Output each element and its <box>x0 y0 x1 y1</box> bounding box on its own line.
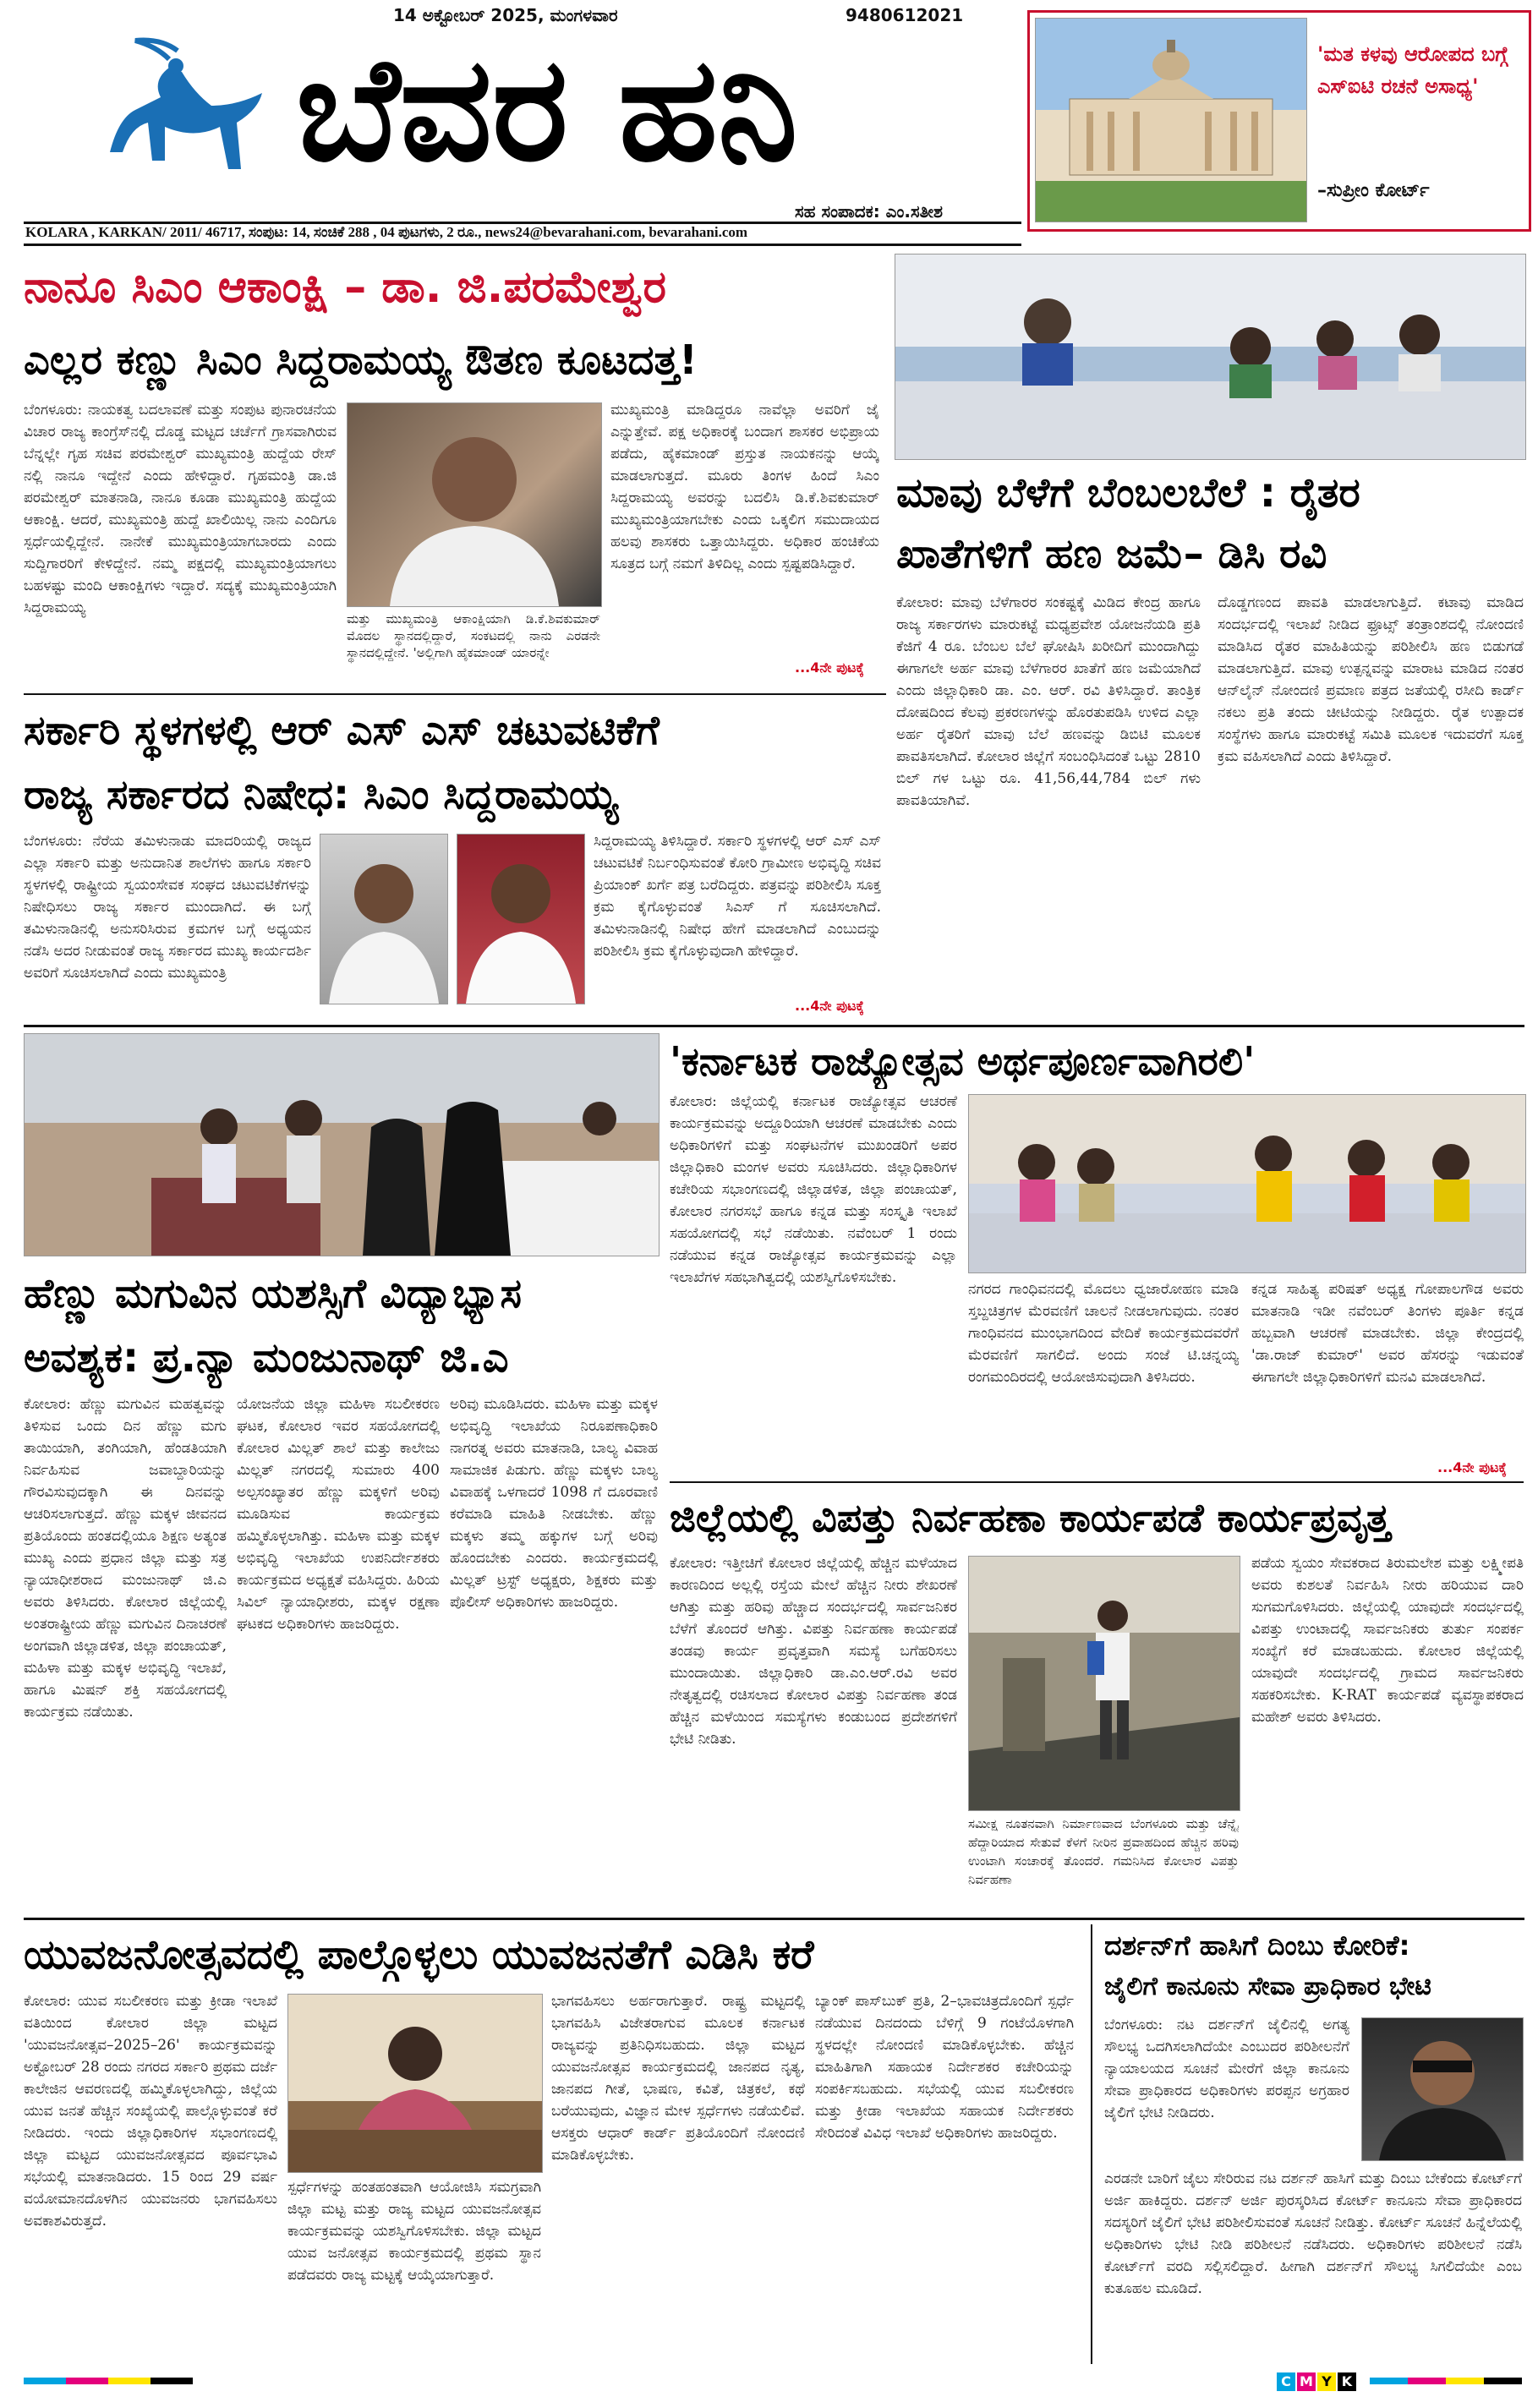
story7-col2: ಭಾಗವಹಿಸಲು ಅರ್ಹರಾಗುತ್ತಾರೆ. ರಾಷ್ಟ್ರ ಮಟ್ಟದಲ್ಲಿ ಭಾಗವಹಿಸಿ ವಿಜೇತರಾಗುವ ಮೂಲಕ ಕರ್ನಾಟಕ ರಾಜ್ಯವನ್ನು ಪ್ರತಿನಿಧಿಸಬಹುದು. ಜಿಲ್ಲಾ ಮಟ್ಟದ ಯುವಜನೋತ್ಸವ ಕಾರ್ಯಕ್ರಮದಲ್ಲಿ ಜಾನಪದ ನೃತ್ಯ, ಜಾನಪದ ಗೀತೆ, ಭಾಷಣ, ಕವಿತೆ, ಚಿತ್ರಕಲೆ, ಕಥೆ ಬರೆಯುವುದು, ವಿಜ್ಞಾನ ಮೇಳ ಸ್ಪರ್ಧೆಗಳು ನಡೆಯಲಿವೆ. ಆಸಕ್ತರು ಆಧಾರ್ ಕಾರ್ಡ್ ಪ್ರತಿಯೊಂದಿಗೆ ನೋಂದಣಿ ಮಾಡಿಕೊಳ್ಳಬೇಕು. <box>551 1993 805 2164</box>
story6-col-left: ಕೋಲಾರ: ಇತ್ತೀಚಿಗೆ ಕೋಲಾರ ಜಿಲ್ಲೆಯಲ್ಲಿ ಹೆಚ್ಚಿನ ಮಳೆಯಾದ ಕಾರಣದಿಂದ ಅಲ್ಲಲ್ಲಿ ರಸ್ತೆಯ ಮೇಲೆ ಹೆಚ್ಚಿನ ನೀರು ಶೇಖರಣೆ ಆಗಿತ್ತು ಮತ್ತು ಹರಿವು ಹೆಚ್ಚಾದ ಸಂದರ್ಭದಲ್ಲಿ ಸಾರ್ವಜನಿಕರ ಬೆಳೆಗೆ ತೊಂದರೆ ಆಗಿತ್ತು. ವಿಪತ್ತು ನಿರ್ವಹಣಾ ಕಾರ್ಯಪಡೆ ತಂಡವು ಕಾರ್ಯ ಪ್ರವೃತ್ತವಾಗಿ ಸಮಸ್ಯೆ ಬಗೆಹರಿಸಲು ಮುಂದಾಯಿತು. ಜಿಲ್ಲಾಧಿಕಾರಿ ಡಾ.ಎಂ.ಆರ್.ರವಿ ಅವರ ನೇತೃತ್ವದಲ್ಲಿ ರಚಿಸಲಾದ ಕೋಲಾರ ವಿಪತ್ತು ನಿರ್ವಹಣಾ ತಂಡ ಹೆಚ್ಚಿನ ಮಳೆಯಿಂದ ಸಮಸ್ಯೆಗಳು ಕಂಡುಬಂದ ಪ್ರದೇಶಗಳಿಗೆ ಭೇಟಿ ನೀಡಿತು. <box>670 1555 957 1748</box>
issue-info-line: KOLARA , KARKAN/ 2011/ 46717, ಸಂಪುಟ: 14, ಸಂಚಿಕೆ 288 , 04 ಪುಟಗಳು, 2 ರೂ., news24@bevarahani.com, bevarahani.com <box>25 224 748 240</box>
story5-col2: ಯೋಜನೆಯ ಜಿಲ್ಲಾ ಮಹಿಳಾ ಸಬಲೀಕರಣ ಘಟಕ, ಕೋಲಾರ ಇವರ ಸಹಯೋಗದಲ್ಲಿ ಕೋಲಾರ ಮಿಲ್ಲತ್ ಶಾಲೆ ಮತ್ತು ಕಾಲೇಜು ಮಿಲ್ಲತ್ ನಗರದಲ್ಲಿ ಸುಮಾರು 400 ಅಲ್ಪಸಂಖ್ಯಾತರ ಹೆಣ್ಣು ಮಕ್ಕಳಿಗೆ ಅರಿವು ಮೂಡಿಸುವ ಕಾರ್ಯಕ್ರಮ ಹಮ್ಮಿಕೊಳ್ಳಲಾಗಿತ್ತು. ಮಹಿಳಾ ಮತ್ತು ಮಕ್ಕಳ ಅಭಿವೃದ್ಧಿ ಇಲಾಖೆಯ ಉಪನಿರ್ದೇಶಕರು ಕಾರ್ಯಕ್ರಮದ ಅಧ್ಯಕ್ಷತೆ ವಹಿಸಿದ್ದರು. ಹಿರಿಯ ಸಿವಿಲ್ ನ್ಯಾಯಾಧೀಶರು, ಮಕ್ಕಳ ರಕ್ಷಣಾ ಘಟಕದ ಅಧಿಕಾರಿಗಳು ಹಾಜರಿದ್ದರು. <box>237 1396 440 1633</box>
story7-headline: ಯುವಜನೋತ್ಸವದಲ್ಲಿ ಪಾಲ್ಗೊಳ್ಳಲು ಯುವಜನತೆಗೆ ಎಡಿಸಿ ಕರೆ <box>24 1931 814 1978</box>
story4-col-right: ಕನ್ನಡ ಸಾಹಿತ್ಯ ಪರಿಷತ್ ಅಧ್ಯಕ್ಷ ಗೋಪಾಲಗೌಡ ಅವರು ಮಾತನಾಡಿ ಇಡೀ ನವೆಂಬರ್ ತಿಂಗಳು ಪೂರ್ತಿ ಕನ್ನಡ ಹಬ್ಬವಾಗಿ ಆಚರಣೆ ಮಾಡಬೇಕು. ಜಿಲ್ಲಾ ಕೇಂದ್ರದಲ್ಲಿ 'ಡಾ.ರಾಜ್ ಕುಮಾರ್' ಅವರ ಹೆಸರನ್ನು ಇಡುವಂತೆ ಈಗಾಗಲೇ ಜಿಲ್ಲಾಧಿಕಾರಿಗಳಿಗೆ ಮನವಿ ಮಾಡಲಾಗಿದೆ. <box>1251 1281 1524 1386</box>
story6-headline: ಜಿಲ್ಲೆಯಲ್ಲಿ ವಿಪತ್ತು ನಿರ್ವಹಣಾ ಕಾರ್ಯಪಡೆ ಕಾರ್ಯಪ್ರವೃತ್ತ <box>670 1495 1391 1541</box>
story8-col2: ಎರಡನೇ ಬಾರಿಗೆ ಜೈಲು ಸೇರಿರುವ ನಟ ದರ್ಶನ್ ಹಾಸಿಗೆ ಮತ್ತು ದಿಂಬು ಬೇಕೆಂದು ಕೋರ್ಟ್‌ಗೆ ಅರ್ಜಿ ಹಾಕಿದ್ದರು. ದರ್ಶನ್ ಅರ್ಜಿ ಪುರಸ್ಕರಿಸಿದ ಕೋರ್ಟ್ ಕಾನೂನು ಸೇವಾ ಪ್ರಾಧಿಕಾರದ ಸದಸ್ಯರಿಗೆ ಜೈಲಿಗೆ ಭೇಟಿ ಪರಿಶೀಲಿಸುವಂತೆ ಸೂಚನೆ ನೀಡಿತ್ತು. ಕೋರ್ಟ್ ಸೂಚನೆ ಹಿನ್ನೆಲೆಯಲ್ಲಿ ಅಧಿಕಾರಿಗಳು ಭೇಟಿ ನೀಡಿ ಪರಿಶೀಲನೆ ನಡೆಸಿದರು. ಅಧಿಕಾರಿಗಳು ಪರಿಶೀಲನೆ ನಡೆಸಿ ಕೋರ್ಟ್‌ಗೆ ವರದಿ ಸಲ್ಲಿಸಲಿದ್ದಾರೆ. ಹೀಗಾಗಿ ದರ್ಶನ್‌ಗೆ ಸೌಲಭ್ಯ ಸಿಗಲಿದೆಯೇ ಎಂಬ ಕುತೂಹಲ ಮೂಡಿದೆ. <box>1104 2170 1522 2297</box>
story3-headline-2: ಖಾತೆಗಳಿಗೆ ಹಣ ಜಮೆ– ಡಿಸಿ ರವಿ <box>896 530 1327 577</box>
story1-caption: ಮತ್ತು ಮುಖ್ಯಮಂತ್ರಿ ಆಕಾಂಕ್ಷಿಯಾಗಿ ಡಿ.ಕೆ.ಶಿವಕುಮಾರ್ ಮೊದಲ ಸ್ಥಾನದಲ್ಲಿದ್ದಾರೆ, ಸಂಕಟದಲ್ಲಿ ನಾನು ಎರಡನೇ ಸ್ಥಾನದಲ್ಲಿದ್ದೇನೆ. 'ಅಲ್ಲಿಗಾಗಿ ಹೈಕಮಾಂಡ್ ಯಾರನ್ನೇ <box>347 611 600 660</box>
cmyk-c: C <box>1277 2372 1295 2391</box>
story5-col1: ಕೋಲಾರ: ಹೆಣ್ಣು ಮಗುವಿನ ಮಹತ್ವವನ್ನು ತಿಳಿಸುವ ಒಂದು ದಿನ ಹೆಣ್ಣು ಮಗು ತಾಯಿಯಾಗಿ, ತಂಗಿಯಾಗಿ, ಹೆಂಡತಿಯಾಗಿ ನಿರ್ವಹಿಸುವ ಜವಾಬ್ದಾರಿಯನ್ನು ಗೌರವಿಸುವುದಕ್ಕಾಗಿ ಈ ದಿನವನ್ನು ಆಚರಿಸಲಾಗುತ್ತದೆ. ಹೆಣ್ಣು ಮಕ್ಕಳ ಜೀವನದ ಪ್ರತಿಯೊಂದು ಹಂತದಲ್ಲಿಯೂ ಶಿಕ್ಷಣ ಅತ್ಯಂತ ಮುಖ್ಯ ಎಂದು ಪ್ರಧಾನ ಜಿಲ್ಲಾ ಮತ್ತು ಸತ್ರ ನ್ಯಾಯಾಧೀಶರಾದ ಮಂಜುನಾಥ್ ಜಿ.ಎ ಅವರು ತಿಳಿಸಿದರು. ಕೋಲಾರ ಜಿಲ್ಲೆಯಲ್ಲಿ ಅಂತರಾಷ್ಟ್ರೀಯ ಹೆಣ್ಣು ಮಗುವಿನ ದಿನಾಚರಣೆ ಅಂಗವಾಗಿ ಜಿಲ್ಲಾಡಳಿತ, ಜಿಲ್ಲಾ ಪಂಚಾಯತ್, ಮಹಿಳಾ ಮತ್ತು ಮಕ್ಕಳ ಅಭಿವೃದ್ಧಿ ಇಲಾಖೆ, ಹಾಗೂ ಮಿಷನ್ ಶಕ್ತಿ ಸಹಯೋಗದಲ್ಲಿ ಕಾರ್ಯಕ್ರಮ ನಡೆಯಿತು. <box>24 1396 227 1721</box>
story1-headline-2: ಎಲ್ಲರ ಕಣ್ಣು ಸಿಎಂ ಸಿದ್ದರಾಮಯ್ಯ ಔತಣ ಕೂಟದತ್ತ! <box>24 337 698 384</box>
story2-continued[interactable]: ...4ನೇ ಪುಟಕ್ಕೆ <box>795 998 864 1014</box>
supreme-court-photo <box>1035 18 1307 222</box>
antelope-logo-icon <box>101 34 271 178</box>
quote-source: –ಸುಪ್ರೀಂ ಕೋರ್ಟ್ <box>1317 180 1430 201</box>
story3-col1: ಕೋಲಾರ: ಮಾವು ಬೆಳೆಗಾರರ ಸಂಕಷ್ಟಕ್ಕೆ ಮಿಡಿದ ಕೇಂದ್ರ ಹಾಗೂ ರಾಜ್ಯ ಸರ್ಕಾರಗಳು ಮಾರುಕಟ್ಟೆ ಮಧ್ಯಪ್ರವೇಶ ಯೋಜನೆಯಡಿ ಪ್ರತಿ ಕೆಜಿಗೆ 4 ರೂ. ಬೆಂಬಲ ಬೆಲೆ ಘೋಷಿಸಿ ಖರೀದಿಗೆ ಮುಂದಾಗಿದ್ದು ಈಗಾಗಲೇ ಅರ್ಹ ಮಾವು ಬೆಳೆಗಾರರ ಖಾತೆಗೆ ಹಣ ಜಮೆಯಾಗಿದೆ ಎಂದು ಜಿಲ್ಲಾಧಿಕಾರಿ ಡಾ. ಎಂ. ಆರ್. ರವಿ ತಿಳಿಸಿದ್ದಾರೆ. ತಾಂತ್ರಿಕ ದೋಷದಿಂದ ಕೆಲವು ಪ್ರಕರಣಗಳನ್ನು ಹೊರತುಪಡಿಸಿ ಉಳಿದ ಎಲ್ಲಾ ಅರ್ಹ ರೈತರಿಗೆ ಮಾವು ಬೆಲೆ ಹಣವನ್ನು ಡಿಬಿಟಿ ಮೂಲಕ ಪಾವತಿಸಲಾಗಿದೆ. ಕೋಲಾರ ಜಿಲ್ಲೆಗೆ ಸಂಬಂಧಿಸಿದಂತೆ ಒಟ್ಟು 2810 ಬಿಲ್ ಗಳ ಒಟ್ಟು ರೂ. 41,56,44,784 ಬಿಲ್ ಗಳು ಪಾವತಿಯಾಗಿವೆ. <box>896 594 1201 809</box>
associate-editor: ಸಹ ಸಂಪಾದಕ: ಎಂ.ಸತೀಶ <box>795 201 943 222</box>
rajyotsava-meeting-photo <box>968 1094 1526 1273</box>
story6-caption: ಸಮೀಕ್ಷ ನೂತನವಾಗಿ ನಿರ್ಮಾಣವಾದ ಬೆಂಗಳೂರು ಮತ್ತು ಚೆನ್ನೈ ಹೆದ್ದಾರಿಯಾದ ಸೇತುವೆ ಕೆಳಗೆ ನೀರಿನ ಪ್ರವಾಹದಿಂದ ಹೆಚ್ಚಿನ ಹರಿವು ಉಂಟಾಗಿ ಸಂಚಾರಕ್ಕೆ ತೊಂದರೆ. ಗಮನಿಸಿದ ಕೋಲಾರ ವಿಪತ್ತು ನಿರ್ವಹಣಾ <box>968 1816 1239 1887</box>
story1-col1: ಬೆಂಗಳೂರು: ನಾಯಕತ್ವ ಬದಲಾವಣೆ ಮತ್ತು ಸಂಪುಟ ಪುನಾರಚನೆಯ ವಿಚಾರ ರಾಜ್ಯ ಕಾಂಗ್ರೆಸ್‌ನಲ್ಲಿ ದೊಡ್ಡ ಮಟ್ಟದ ಚರ್ಚೆಗೆ ಗ್ರಾಸವಾಗಿರುವ ಬೆನ್ನಲ್ಲೇ ಗೃಹ ಸಚಿವ ಪರಮೇಶ್ವರ್ ಮುಖ್ಯಮಂತ್ರಿ ಹುದ್ದೆಯ ರೇಸ್ ನಲ್ಲಿ ನಾನೂ ಇದ್ದೇನೆ ಎಂದು ಹೇಳಿದ್ದಾರೆ. ಗೃಹಮಂತ್ರಿ ಡಾ.ಜಿ ಪರಮೇಶ್ವರ್ ಮಾತನಾಡಿ, ನಾನೂ ಕೂಡಾ ಮುಖ್ಯಮಂತ್ರಿ ಹುದ್ದೆಯ ಆಕಾಂಕ್ಷಿ. ಆದರೆ, ಮುಖ್ಯಮಂತ್ರಿ ಹುದ್ದೆ ಖಾಲಿಯಿಲ್ಲ ನಾನು ಎಂದಿಗೂ ಸ್ಪರ್ಧೆಯಲ್ಲಿದ್ದೇನೆ. ನಾನೇಕೆ ಮುಖ್ಯಮಂತ್ರಿಯಾಗಬಾರದು ಎಂದು ಸುದ್ದಿಗಾರರಿಗೆ ಕೇಳಿದ್ದೇನೆ. ನಮ್ಮ ಪಕ್ಷದಲ್ಲಿ ಮುಖ್ಯಮಂತ್ರಿಯಾಗಲು ಬಹಳಷ್ಟು ಮಂದಿ ಆಕಾಂಕ್ಷಿಗಳು ಇದ್ದಾರೆ. ಸದ್ಯಕ್ಕೆ ಮುಖ್ಯಮಂತ್ರಿಯಾಗಿ ಸಿದ್ದರಾಮಯ್ಯ <box>24 402 337 616</box>
story8-col1: ಬೆಂಗಳೂರು: ನಟ ದರ್ಶನ್‌ಗೆ ಜೈಲಿನಲ್ಲಿ ಅಗತ್ಯ ಸೌಲಭ್ಯ ಒದಗಿಸಲಾಗಿದೆಯೇ ಎಂಬುದರ ಪರಿಶೀಲನೆಗೆ ನ್ಯಾಯಾಲಯದ ಸೂಚನೆ ಮೇರೆಗೆ ಜಿಲ್ಲಾ ಕಾನೂನು ಸೇವಾ ಪ್ರಾಧಿಕಾರದ ಅಧಿಕಾರಿಗಳು ಪರಪ್ಪನ ಅಗ್ರಹಾರ ಜೈಲಿಗೆ ಭೇಟಿ ನೀಡಿದರು. <box>1104 2017 1349 2121</box>
story4-headline: 'ಕರ್ನಾಟಕ ರಾಜ್ಯೋತ್ಸವ ಅರ್ಥಪೂರ್ಣವಾಗಿರಲಿ' <box>670 1038 1256 1084</box>
color-bar-left <box>24 2378 193 2384</box>
story4-col-mid: ನಗರದ ಗಾಂಧಿವನದಲ್ಲಿ ಮೊದಲು ಧ್ವಜಾರೋಹಣ ಮಾಡಿ ಸ್ತಬ್ದಚಿತ್ರಗಳ ಮೆರವಣಿಗೆ ಚಾಲನೆ ನೀಡಲಾಗುವುದು. ನಂತರ ಗಾಂಧಿವನದ ಮುಂಭಾಗದಿಂದ ವೇದಿಕೆ ಕಾರ್ಯಕ್ರಮದವರೆಗೆ ಮೆರವಣಿಗೆ ಸಾಗಲಿದೆ. ಅಂದು ಸಂಜೆ ಟಿ.ಚನ್ನಯ್ಯ ರಂಗಮಂದಿರದಲ್ಲಿ ಆಯೋಜಿಸುವುದಾಗಿ ತಿಳಿಸಿದರು. <box>968 1281 1239 1386</box>
cmyk-y: Y <box>1317 2372 1336 2391</box>
story7-caption: ಸ್ಪರ್ಧೆಗಳನ್ನು ಹಂತಹಂತವಾಗಿ ಆಯೋಜಿಸಿ ಸಮಗ್ರವಾಗಿ ಜಿಲ್ಲಾ ಮಟ್ಟ ಮತ್ತು ರಾಜ್ಯ ಮಟ್ಟದ ಯುವಜನೋತ್ಸವ ಕಾರ್ಯಕ್ರಮವನ್ನು ಯಶಸ್ವಿಗೊಳಿಸಬೇಕು. ಜಿಲ್ಲಾ ಮಟ್ಟದ ಯುವ ಜನೋತ್ಸವ ಕಾರ್ಯಕ್ರಮದಲ್ಲಿ ಪ್ರಥಮ ಸ್ಥಾನ ಪಡೆದವರು ರಾಜ್ಯ ಮಟ್ಟಕ್ಕೆ ಆಯ್ಕೆಯಾಗುತ್ತಾರೆ. <box>287 2179 541 2284</box>
newspaper-title: ಬೆವರ ಹನಿ <box>296 26 798 194</box>
story5-headline-2: ಅವಶ್ಯಕ: ಪ್ರ.ನ್ಯಾ ಮಂಜುನಾಥ್ ಜಿ.ಎ <box>24 1334 509 1382</box>
disaster-team-photo <box>968 1556 1240 1811</box>
masthead-rule-bottom <box>24 244 1021 246</box>
story2-rule <box>24 693 886 695</box>
supreme-court-box <box>1027 10 1531 232</box>
cmyk-m: M <box>1297 2372 1316 2391</box>
meeting-people-icon <box>895 254 1525 459</box>
event-people-icon <box>25 1034 659 1256</box>
story8-headline-2: ಜೈಲಿಗೆ ಕಾನೂನು ಸೇವಾ ಪ್ರಾಧಿಕಾರ ಭೇಟಿ <box>1104 1972 1431 2001</box>
story1-headline-1: ನಾನೂ ಸಿಎಂ ಆಕಾಂಕ್ಷಿ – ಡಾ. ಜಿ.ಪರಮೇಶ್ವರ <box>24 262 667 313</box>
story1-photo <box>347 402 602 607</box>
person-icon <box>1362 2018 1523 2160</box>
story8-box <box>1091 1924 1526 2364</box>
story7-col3: ಬ್ಯಾಂಕ್ ಪಾಸ್‌ಬುಕ್ ಪ್ರತಿ, 2–ಭಾವಚಿತ್ರದೊಂದಿಗೆ ಸ್ಪರ್ಧೆ ನಡೆಯುವ ದಿನದಂದು ಬೆಳಿಗ್ಗೆ 9 ಗಂಟೆಯೊಳಗಾಗಿ ಸ್ಥಳದಲ್ಲೇ ನೋಂದಣಿ ಮಾಡಿಕೊಳ್ಳಬೇಕು. ಹೆಚ್ಚಿನ ಮಾಹಿತಿಗಾಗಿ ಸಹಾಯಕ ನಿರ್ದೇಶಕರ ಕಚೇರಿಯನ್ನು ಸಂಪರ್ಕಿಸಬಹುದು. ಸಭೆಯಲ್ಲಿ ಯುವ ಸಬಲೀಕರಣ ಮತ್ತು ಕ್ರೀಡಾ ಇಲಾಖೆಯ ಸಹಾಯಕ ನಿರ್ದೇಶಕರು ಸೇರಿದಂತೆ ವಿವಿಧ ಇಲಾಖೆ ಅಧಿಕಾರಿಗಳು ಹಾಜರಿದ್ದರು. <box>815 1993 1074 2142</box>
cmyk-k: K <box>1338 2372 1356 2391</box>
story6-rule <box>670 1481 1524 1483</box>
story1-continued[interactable]: ...4ನೇ ಪುಟಕ್ಕೆ <box>795 659 864 676</box>
story2-headline-1: ಸರ್ಕಾರಿ ಸ್ಥಳಗಳಲ್ಲಿ ಆರ್ ಎಸ್ ಎಸ್ ಚಟುವಟಿಕೆಗೆ <box>24 707 660 754</box>
adc-photo <box>287 1994 543 2173</box>
color-bar-right <box>1370 2378 1522 2384</box>
story3-headline-1: ಮಾವು ಬೆಳೆಗೆ ಬೆಂಬಲಬೆಲೆ : ರೈತರ <box>896 469 1360 517</box>
meeting-photo-top <box>895 254 1526 460</box>
story4-continued[interactable]: ...4ನೇ ಪುಟಕ್ಕೆ <box>1437 1459 1507 1475</box>
masthead <box>0 0 1538 245</box>
cmyk-marks <box>1277 2372 1358 2391</box>
story5-col3: ಅರಿವು ಮೂಡಿಸಿದರು. ಮಹಿಳಾ ಮತ್ತು ಮಕ್ಕಳ ಅಭಿವೃದ್ಧಿ ಇಲಾಖೆಯ ನಿರೂಪಣಾಧಿಕಾರಿ ನಾಗರತ್ನ ಅವರು ಮಾತನಾಡಿ, ಬಾಲ್ಯ ವಿವಾಹ ಸಾಮಾಜಿಕ ಪಿಡುಗು. ಹೆಣ್ಣು ಮಕ್ಕಳು ಬಾಲ್ಯ ವಿವಾಹಕ್ಕೆ ಒಳಗಾದರೆ 1098 ಗೆ ದೂರವಾಣಿ ಕರೆಮಾಡಿ ಮಾಹಿತಿ ನೀಡಬೇಕು. ಹೆಣ್ಣು ಮಕ್ಕಳು ತಮ್ಮ ಹಕ್ಕುಗಳ ಬಗ್ಗೆ ಅರಿವು ಹೊಂದಬೇಕು ಎಂದರು. ಕಾರ್ಯಕ್ರಮದಲ್ಲಿ ಮಿಲ್ಲತ್ ಟ್ರಸ್ಟ್ ಅಧ್ಯಕ್ಷರು, ಶಿಕ್ಷಕರು ಮತ್ತು ಪೊಲೀಸ್ ಅಧಿಕಾರಿಗಳು ಹಾಜರಿದ್ದರು. <box>450 1396 658 1611</box>
darshan-photo <box>1361 2017 1524 2161</box>
story3-col2: ದೊಡ್ಡಗಣಂದ ಪಾವತಿ ಮಾಡಲಾಗುತ್ತಿದೆ. ಕಟಾವು ಮಾಡಿದ ಸಂದರ್ಭದಲ್ಲಿ ಇಲಾಖೆ ನೀಡಿದ ಫ್ರೂಟ್ಸ್ ತಂತ್ರಾಂಶದಲ್ಲಿ ನೋಂದಣಿ ಮಾಡಿಸಿದ ರೈತರ ಮಾಹಿತಿಯನ್ನು ಪರಿಶೀಲಿಸಿ ಹಣ ಬಿಡುಗಡೆ ಮಾಡಲಾಗುತ್ತಿದೆ. ಮಾವು ಉತ್ಪನ್ನವನ್ನು ಮಾರಾಟ ಮಾಡಿದ ನಂತರ ಆನ್‌ಲೈನ್ ನೋಂದಣಿ ಪ್ರಮಾಣ ಪತ್ರದ ಜತೆಯಲ್ಲಿ ರಸೀದಿ ಕಾರ್ಡ್ ನಕಲು ಪ್ರತಿ ತಂದು ಚೀಟಿಯನ್ನು ನೀಡಿದ್ದರು. ರೈತ ಉತ್ಪಾದಕ ಸಂಸ್ಥೆಗಳು ಹಾಗೂ ಮಾರುಕಟ್ಟೆ ಸಮಿತಿ ಮೂಲಕ ಇದುವರೆಗೆ ಸೂಕ್ತ ಕ್ರಮ ವಹಿಸಲಾಗಿದೆ ಎಂದು ತಿಳಿಸಿದ್ದಾರೆ. <box>1218 594 1524 765</box>
meeting-people-icon <box>969 1095 1525 1272</box>
person-icon <box>320 835 447 1004</box>
story2-photo-1 <box>320 834 448 1004</box>
story4-col-left: ಕೋಲಾರ: ಜಿಲ್ಲೆಯಲ್ಲಿ ಕರ್ನಾಟಕ ರಾಜ್ಯೋತ್ಸವ ಆಚರಣೆ ಕಾರ್ಯಕ್ರಮವನ್ನು ಅದ್ದೂರಿಯಾಗಿ ಆಚರಣೆ ಮಾಡಬೇಕು ಎಂದು ಅಧಿಕಾರಿಗಳಿಗೆ ಮತ್ತು ಸಂಘಟನೆಗಳ ಮುಖಂಡರಿಗೆ ಅಪರ ಜಿಲ್ಲಾಧಿಕಾರಿ ಮಂಗಳ ಅವರು ಸೂಚಿಸಿದರು. ಜಿಲ್ಲಾಧಿಕಾರಿಗಳ ಕಚೇರಿಯ ಸಭಾಂಗಣದಲ್ಲಿ ಜಿಲ್ಲಾಡಳಿತ, ಜಿಲ್ಲಾ ಪಂಚಾಯತ್, ಕೋಲಾರ ನಗರಸಭೆ ಹಾಗೂ ಕನ್ನಡ ಮತ್ತು ಸಂಸ್ಕೃತಿ ಇಲಾಖೆ ಸಹಯೋಗದಲ್ಲಿ ಸಭೆ ನಡೆಯಿತು. ನವೆಂಬರ್ 1 ರಂದು ನಡೆಯುವ ಕನ್ನಡ ರಾಜ್ಯೋತ್ಸವ ಕಾರ್ಯಕ್ರಮವನ್ನು ಎಲ್ಲಾ ಇಲಾಖೆಗಳ ಸಹಭಾಗಿತ್ವದಲ್ಲಿ ಯಶಸ್ವಿಗೊಳಿಸಬೇಕು. <box>670 1093 957 1286</box>
section-rule-mid <box>24 1025 1524 1027</box>
court-building-icon <box>1036 19 1306 222</box>
story8-headline-1: ದರ್ಶನ್‌ಗೆ ಹಾಸಿಗೆ ದಿಂಬು ಕೋರಿಕೆ: <box>1104 1929 1410 1962</box>
story1-col3: ಮುಖ್ಯಮಂತ್ರಿ ಮಾಡಿದ್ದರೂ ನಾವೆಲ್ಲಾ ಅವರಿಗೆ ಜೈ ಎನ್ನುತ್ತೇವೆ. ಪಕ್ಷ ಅಧಿಕಾರಕ್ಕೆ ಬಂದಾಗ ಶಾಸಕರ ಅಭಿಪ್ರಾಯ ಪಡೆದು, ಹೈಕಮಾಂಡ್ ಪ್ರಸ್ತುತ ನಾಯಕನನ್ನು ಆಯ್ಕೆ ಮಾಡಲಾಗುತ್ತದೆ. ಮೂರು ತಿಂಗಳ ಹಿಂದೆ ಸಿಎಂ ಸಿದ್ದರಾಮಯ್ಯ ಅವರನ್ನು ಬದಲಿಸಿ ಡಿ.ಕೆ.ಶಿವಕುಮಾರ್ ಮುಖ್ಯಮಂತ್ರಿಯಾಗಬೇಕು ಎಂದು ಒಕ್ಕಲಿಗ ಸಮುದಾಯದ ಹಲವು ಶಾಸಕರು ಒತ್ತಾಯಿಸಿದ್ದರು. ಅಧಿಕಾರ ಹಂಚಿಕೆಯ ಸೂತ್ರದ ಬಗ್ಗೆ ನಮಗೆ ತಿಳಿದಿಲ್ಲ ಎಂದು ಸ್ಪಷ್ಟಪಡಿಸಿದ್ದಾರೆ. <box>610 402 879 572</box>
person-icon <box>457 835 584 1004</box>
phone-number: 9480612021 <box>846 5 964 25</box>
bottom-section-rule <box>24 1918 1524 1920</box>
flood-worker-icon <box>969 1557 1240 1810</box>
issue-date: 14 ಅಕ್ಟೋಬರ್ 2025, ಮಂಗಳವಾರ <box>393 5 618 25</box>
person-icon <box>348 403 601 606</box>
story2-photo-2 <box>457 834 585 1004</box>
story2-headline-2: ರಾಜ್ಯ ಸರ್ಕಾರದ ನಿಷೇಧ: ಸಿಎಂ ಸಿದ್ದರಾಮಯ್ಯ <box>24 771 619 818</box>
story2-col2: ಸಿದ್ದರಾಮಯ್ಯ ತಿಳಿಸಿದ್ದಾರೆ. ಸರ್ಕಾರಿ ಸ್ಥಳಗಳಲ್ಲಿ ಆರ್ ಎಸ್ ಎಸ್ ಚಟುವಟಿಕೆ ನಿರ್ಬಂಧಿಸುವಂತೆ ಕೋರಿ ಗ್ರಾಮೀಣ ಅಭಿವೃದ್ಧಿ ಸಚಿವ ಪ್ರಿಯಾಂಕ್ ಖರ್ಗೆ ಪತ್ರ ಬರೆದಿದ್ದರು. ಪತ್ರವನ್ನು ಪರಿಶೀಲಿಸಿ ಸೂಕ್ತ ಕ್ರಮ ಕೈಗೊಳ್ಳುವಂತೆ ಸಿಎಸ್ ಗೆ ಸೂಚಿಸಲಾಗಿದೆ. ತಮಿಳುನಾಡಿನಲ್ಲಿ ನಿಷೇಧ ಹೇಗೆ ಮಾಡಲಾಗಿದೆ ಎಂಬುದನ್ನು ಪರಿಶೀಲಿಸಿ ಕ್ರಮ ಕೈಗೊಳ್ಳುವುದಾಗಿ ಹೇಳಿದ್ದಾರೆ. <box>594 833 881 960</box>
story2-col1: ಬೆಂಗಳೂರು: ನೆರೆಯ ತಮಿಳುನಾಡು ಮಾದರಿಯಲ್ಲಿ ರಾಜ್ಯದ ಎಲ್ಲಾ ಸರ್ಕಾರಿ ಮತ್ತು ಅನುದಾನಿತ ಶಾಲೆಗಳು ಹಾಗೂ ಸರ್ಕಾರಿ ಸ್ಥಳಗಳಲ್ಲಿ ರಾಷ್ಟ್ರೀಯ ಸ್ವಯಂಸೇವಕ ಸಂಘದ ಚಟುವಟಿಕೆಗಳನ್ನು ನಿಷೇಧಿಸಲು ರಾಜ್ಯ ಸರ್ಕಾರ ಮುಂದಾಗಿದೆ. ಈ ಬಗ್ಗೆ ತಮಿಳುನಾಡಿನಲ್ಲಿ ಅನುಸರಿಸಿರುವ ಕ್ರಮಗಳ ಬಗ್ಗೆ ಅಧ್ಯಯನ ನಡೆಸಿ ಅದರ ನೀಡುವಂತೆ ರಾಜ್ಯ ಸರ್ಕಾರದ ಮುಖ್ಯ ಕಾರ್ಯದರ್ಶಿ ಅವರಿಗೆ ಸೂಚಿಸಲಾಗಿದೆ ಎಂದು ಮುಖ್ಯಮಂತ್ರಿ <box>24 833 311 982</box>
quote-text: 'ಮತ ಕಳವು ಆರೋಪದ ಬಗ್ಗೆ ಎಸ್‌ಐಟಿ ರಚನೆ ಅಸಾಧ್ಯ' <box>1317 42 1508 98</box>
story6-col-right: ಪಡೆಯ ಸ್ವಯಂ ಸೇವಕರಾದ ತಿರುಮಲೇಶ ಮತ್ತು ಲಕ್ಷ್ಮೀಪತಿ ಅವರು ಕುಶಲತೆ ನಿರ್ವಹಿಸಿ ನೀರು ಹರಿಯುವ ದಾರಿ ಸುಗಮಗೊಳಿಸಿದರು. ಜಿಲ್ಲೆಯಲ್ಲಿ ಯಾವುದೇ ಸಂದರ್ಭದಲ್ಲಿ ವಿಪತ್ತು ಉಂಟಾದಲ್ಲಿ ಸಾರ್ವಜನಿಕರು ತುರ್ತು ಸಂಪರ್ಕ ಸಂಖ್ಯೆಗೆ ಕರೆ ಮಾಡಬಹುದು. ಕೋಲಾರ ಜಿಲ್ಲೆಯಲ್ಲಿ ಯಾವುದೇ ಸಂದರ್ಭದಲ್ಲಿ ಗ್ರಾಮದ ಸಾರ್ವಜನಿಕರು ಸಹಕರಿಸಬೇಕು. K-RAT ಕಾರ್ಯಪಡೆ ವ್ಯವಸ್ಥಾಪಕರಾದ ಮಹೇಶ್ ಅವರು ತಿಳಿಸಿದರು. <box>1251 1555 1524 1726</box>
person-icon <box>288 1995 542 2172</box>
story7-col1: ಕೋಲಾರ: ಯುವ ಸಬಲೀಕರಣ ಮತ್ತು ಕ್ರೀಡಾ ಇಲಾಖೆ ವತಿಯಿಂದ ಕೋಲಾರ ಜಿಲ್ಲಾ ಮಟ್ಟದ 'ಯುವಜನೋತ್ಸವ–2025–26' ಕಾರ್ಯಕ್ರಮವನ್ನು ಅಕ್ಟೋಬರ್ 28 ರಂದು ನಗರದ ಸರ್ಕಾರಿ ಪ್ರಥಮ ದರ್ಜೆ ಕಾಲೇಜಿನ ಆವರಣದಲ್ಲಿ ಹಮ್ಮಿಕೊಳ್ಳಲಾಗಿದ್ದು, ಜಿಲ್ಲೆಯ ಯುವ ಜನತೆ ಹೆಚ್ಚಿನ ಸಂಖ್ಯೆಯಲ್ಲಿ ಪಾಲ್ಗೊಳ್ಳುವಂತೆ ಕರೆ ನೀಡಿದರು. ಇಂದು ಜಿಲ್ಲಾಧಿಕಾರಿಗಳ ಸಭಾಂಗಣದಲ್ಲಿ ಜಿಲ್ಲಾ ಮಟ್ಟದ ಯುವಜನೋತ್ಸವದ ಪೂರ್ವಭಾವಿ ಸಭೆಯಲ್ಲಿ ಮಾತನಾಡಿದರು. 15 ರಿಂದ 29 ವರ್ಷ ವಯೋಮಾನದೊಳಗಿನ ಯುವಜನರು ಭಾಗವಹಿಸಲು ಅವಕಾಶವಿರುತ್ತದೆ. <box>24 1993 277 2230</box>
story5-headline-1: ಹೆಣ್ಣು ಮಗುವಿನ ಯಶಸ್ಸಿಗೆ ವಿದ್ಯಾಭ್ಯಾಸ <box>24 1270 522 1317</box>
girl-child-event-photo <box>24 1033 660 1256</box>
